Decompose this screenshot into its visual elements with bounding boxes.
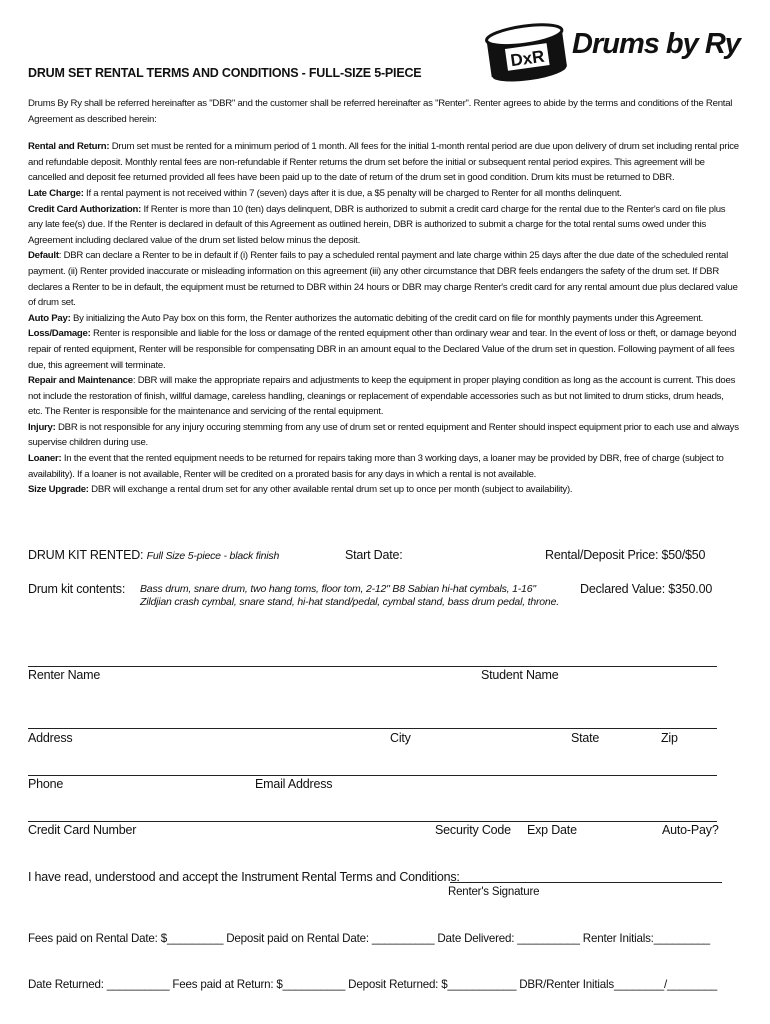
returned-line: Date Returned: __________ Fees paid at Return: $__________ Deposit Returned: $___________ DBR/Renter Initials________/________ [28, 978, 717, 991]
price-label: Rental/Deposit Price: $50/$50 [545, 548, 706, 562]
declared-value: Declared Value: $350.00 [580, 582, 713, 596]
phone-line[interactable] [28, 775, 717, 776]
credit-card-line[interactable] [28, 821, 717, 822]
term-paragraph [28, 373, 740, 420]
term-paragraph [28, 202, 740, 249]
term-text: In the event that the rented equipment needs to be returned for repairs taking more than 3 working days, a loaner may be provided by DBR, free of charge (subject to availability). If a loaner is not available, Renter will be credited on a prorated basis for any days in which a rental is not available. [28, 453, 724, 480]
kit-contents-label: Drum kit contents: [28, 582, 126, 596]
start-date-label: Start Date: [345, 548, 403, 562]
term-paragraph [28, 326, 740, 373]
city-label: City [390, 731, 411, 745]
term-paragraph [28, 420, 740, 451]
zip-label: Zip [661, 731, 678, 745]
term-heading: Repair and Maintenance [28, 375, 133, 387]
term-paragraph [28, 451, 740, 482]
term-text: If a rental payment is not received within 7 (seven) days after it is due, a $5 penalty will be charged to Renter for all months delinquent. [83, 187, 622, 199]
exp-date-label: Exp Date [527, 823, 577, 837]
term-paragraph [28, 311, 740, 327]
signature-line[interactable] [450, 882, 722, 883]
terms-intro: Drums By Ry shall be referred hereinafter as "DBR" and the customer shall be referred hereinafter as "Renter". Renter agrees to abide by the terms and conditions of the Rental Agreement as described herein: [28, 98, 733, 125]
brand-name: Drums by Ry [572, 28, 740, 60]
student-name-label: Student Name [481, 668, 559, 682]
term-paragraph [28, 482, 740, 498]
term-heading: Injury: [28, 421, 56, 433]
phone-label: Phone [28, 777, 64, 791]
kit-contents-line1: Bass drum, snare drum, two hang toms, floor tom, 2-12" B8 Sabian hi-hat cymbals, 1-16" [140, 583, 536, 595]
terms-list [28, 139, 740, 498]
term-text: Drum set must be rented for a minimum period of 1 month. All fees for the initial 1-month rental period are due upon delivery of drum set including rental price and refundable deposit. Monthly rental fees are non-refundable if Renter returns the drum set before the initial or subsequent rental period expires. This agreement will be cancelled and deposit fee returned provided all fees have been paid up to the date of return of the drum set in good condition. Drum kits must be returned to DBR. [28, 141, 739, 184]
address-label: Address [28, 731, 73, 745]
renter-name-label: Renter Name [28, 668, 101, 682]
kit-rented-value: Full Size 5-piece - black finish [146, 550, 280, 562]
term-heading: Size Upgrade: [28, 484, 89, 496]
credit-card-label: Credit Card Number [28, 823, 137, 837]
state-label: State [571, 731, 600, 745]
fees-line: Fees paid on Rental Date: $_________ Deposit paid on Rental Date: __________ Date Delivered: __________ Renter Initials:_________ [28, 932, 710, 945]
logo-text: DxR [509, 46, 546, 71]
kit-rented [28, 548, 279, 562]
kit-rented-label: DRUM KIT RENTED: [28, 548, 144, 562]
term-heading: Loss/Damage: [28, 328, 91, 340]
term-text: : DBR can declare a Renter to be in default if (i) Renter fails to pay a scheduled rental payment and late charge within 25 days after the due date of the scheduled rental payment. (ii) Renter provided inaccurate or misleading information on this agreement (iii) any other circumstance that DBR feels endangers the safety of the drum set. If DBR declares a Renter to be in default, the equipment must be returned to DBR within 24 hours or DBR may charge Renter's credit card for any rental amount due plus declared value of drum set. [28, 250, 738, 309]
terms-body [28, 96, 740, 498]
email-label: Email Address [255, 777, 333, 791]
term-heading: Rental and Return: [28, 141, 110, 153]
term-paragraph [28, 186, 740, 202]
term-text: If Renter is more than 10 (ten) days delinquent, DBR is authorized to submit a credit card charge for the rental due to the Renter's card on file plus any late fee(s) due. If the Renter is declared in default of this Agreement as outlined herein, DBR is authorized to submit a charge for the total rental sums owed under this Agreement including declared value of the drum set listed below minus the deposit. [28, 203, 726, 246]
term-heading: Auto Pay: [28, 312, 71, 324]
signature-label: Renter's Signature [448, 886, 540, 898]
address-line[interactable] [28, 728, 717, 729]
renter-name-line[interactable] [28, 666, 717, 667]
term-heading: Default [28, 250, 59, 262]
term-paragraph [28, 139, 740, 186]
term-text: DBR is not responsible for any injury occuring stemming from any use of drum set or rented equipment and Renter should inspect equipment prior to each use and always supervise children during use. [28, 421, 739, 449]
term-heading: Credit Card Authorization: [28, 203, 142, 215]
page-title: DRUM SET RENTAL TERMS AND CONDITIONS - FULL-SIZE 5-PIECE [28, 66, 422, 80]
term-paragraph [28, 248, 740, 310]
drum-logo-icon [484, 22, 570, 88]
kit-contents-line2: Zildjian crash cymbal, snare stand, hi-hat stand/pedal, cymbal stand, bass drum pedal, throne. [140, 596, 559, 608]
auto-pay-label: Auto-Pay? [662, 823, 719, 837]
term-text: : DBR will make the appropriate repairs and adjustments to keep the equipment in proper playing condition as long as the account is current. This does not include the restoration of finish, willful damage, careless handling, cleanings or replacement of expendable accessories such as but not limited to drum sticks, drum heads, etc. The Renter is responsible for the maintenance and servicing of the rental equipment. [28, 375, 736, 418]
term-heading: Late Charge: [28, 187, 84, 199]
security-code-label: Security Code [435, 823, 511, 837]
term-text: DBR will exchange a rental drum set for any other available rental drum set up to once per month (subject to availability). [88, 484, 573, 496]
term-text: Renter is responsible and liable for the loss or damage of the rented equipment other than ordinary wear and tear. In the event of loss or theft, or damage beyond repair of rented equipment, Renter will be responsible for compensating DBR in an amount equal to the Declared Value of the drum set in question. Following payment of all fees due, this agreement will terminate. [28, 328, 737, 371]
accept-text: I have read, understood and accept the Instrument Rental Terms and Conditions: [28, 870, 460, 884]
term-heading: Loaner: [28, 453, 62, 465]
term-text: By initializing the Auto Pay box on this form, the Renter authorizes the automatic debiting of the credit card on file for monthly payments under this Agreement. [70, 312, 704, 324]
